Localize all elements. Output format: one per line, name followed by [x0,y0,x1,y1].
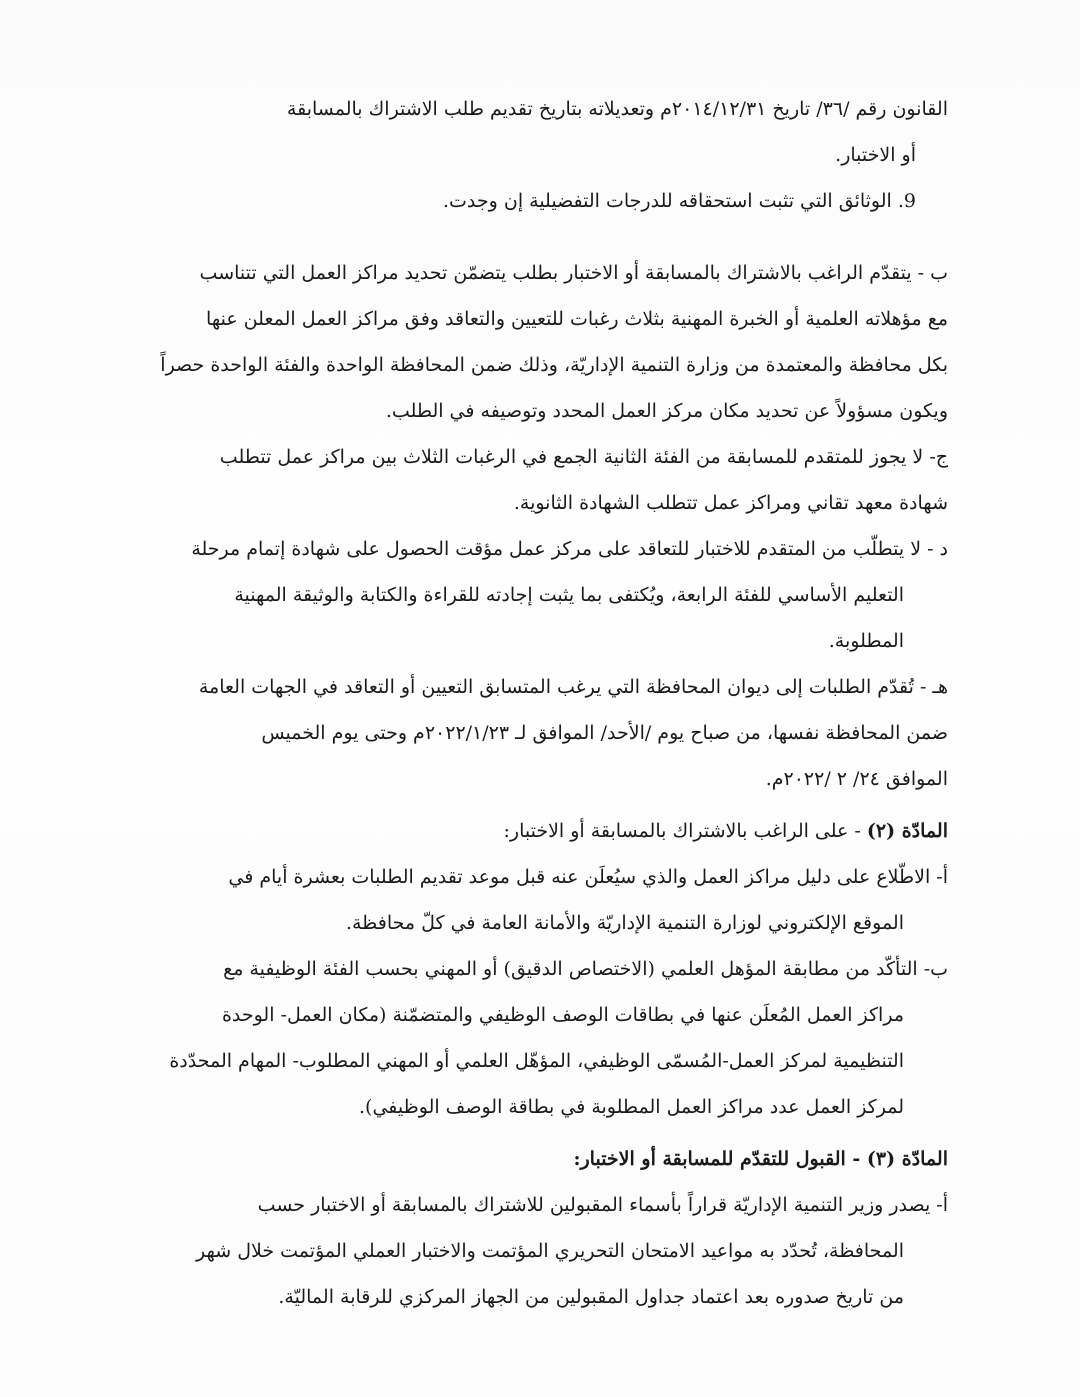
article-2-heading [130,808,948,854]
article-3-heading [130,1136,948,1182]
text-line: مراكز العمل المُعلَن عنها في بطاقات الوصف الوظيفي والمتضمّنة (مكان العمل- الوحدة [221,1004,904,1026]
text-line: ج- لا يجوز للمتقدم للمسابقة من الفئة الثانية الجمع في الرغبات الثلاث بين مراكز عمل تتطلب [219,446,948,468]
text-line: ويكون مسؤولاً عن تحديد مكان مركز العمل المحدد وتوصيفه في الطلب. [385,400,948,422]
text-line: مع مؤهلاته العلمية أو الخبرة المهنية بثلاث رغبات للتعيين والتعاقد وفق مراكز العمل المعلن عنها [206,308,948,330]
article-2-title: - على الراغب بالاشتراك بالمسابقة أو الاختبار: [503,820,867,842]
text-line: أ- يصدر وزير التنمية الإداريّة قراراً بأسماء المقبولين للاشتراك بالمسابقة أو الاختبار حسب [257,1194,948,1216]
article-2-item-b [130,946,948,1130]
text-line: القانون رقم /٣٦/ تاريخ ٢٠١٤/١٢/٣١م وتعديلاته بتاريخ تقديم طلب الاشتراك بالمسابقة [286,98,948,120]
text-line: المحافظة، تُحدّد به مواعيد الامتحان التحريري المؤتمت والاختبار العملي المؤتمت خلال شهر [196,1240,904,1262]
article-3-title: - القبول للتقدّم للمسابقة أو الاختبار: [573,1148,867,1170]
text-line: الموقع الإلكتروني لوزارة التنمية الإداريّة والأمانة العامة في كلّ محافظة. [345,912,904,934]
clause-b [130,250,948,434]
text-line: لمركز العمل عدد مراكز العمل المطلوبة في بطاقة الوصف الوظيفي). [359,1096,904,1118]
article-3-item-a [130,1182,948,1320]
text-line: شهادة معهد تقاني ومراكز عمل تتطلب الشهادة الثانوية. [513,492,948,514]
article-2-label: المادّة (٢) [866,820,948,842]
text-line: د - لا يتطلّب من المتقدم للاختبار للتعاقد على مركز عمل مؤقت الحصول على شهادة إتمام مرحلة [191,538,948,560]
clause-j [130,434,948,526]
text-line: أو الاختبار. [835,144,916,166]
article-3-label: المادّة (٣) [866,1148,948,1170]
intro-paragraph [130,86,948,224]
text-line: ب - يتقدّم الراغب بالاشتراك بالمسابقة أو الاختبار بطلب يتضمّن تحديد مراكز العمل التي تتناسب [199,262,948,284]
list-item-9: 9. الوثائق التي تثبت استحقاقه للدرجات التفضيلية إن وجدت. [443,190,916,212]
text-line: المطلوبة. [828,630,904,652]
text-line: أ- الاطّلاع على دليل مراكز العمل والذي سيُعلَن عنه قبل موعد تقديم الطلبات بعشرة أيام في [228,866,948,888]
text-line: الموافق ٢٤/ ٢ /٢٠٢٢م. [765,768,948,790]
decree-text [130,86,948,1320]
clause-h [130,664,948,802]
text-line: التعليم الأساسي للفئة الرابعة، ويُكتفى بما يثبت إجادته للقراءة والكتابة والوثيقة المهنية [234,584,904,606]
text-line: هـ - تُقدّم الطلبات إلى ديوان المحافظة التي يرغب المتسابق التعيين أو التعاقد في الجهات العامة [198,676,948,698]
text-line: التنظيمية لمركز العمل-المُسمّى الوظيفي، المؤهّل العلمي أو المهني المطلوب- المهام المحدّدة [169,1050,904,1072]
text-line: ب- التأكّد من مطابقة المؤهل العلمي (الاختصاص الدقيق) أو المهني بحسب الفئة الوظيفية مع [223,958,948,980]
clause-d [130,526,948,664]
text-line: ضمن المحافظة نفسها، من صباح يوم /الأحد/ الموافق لـ ٢٠٢٢/١/٢٣م وحتى يوم الخميس [261,722,948,744]
text-line: من تاريخ صدوره بعد اعتماد جداول المقبولين من الجهاز المركزي للرقابة الماليّة. [278,1286,904,1308]
spacer [130,224,948,250]
article-2-item-a [130,854,948,946]
text-line: بكل محافظة والمعتمدة من وزارة التنمية الإداريّة، وذلك ضمن المحافظة الواحدة والفئة الواحدة حصراً [160,354,948,376]
